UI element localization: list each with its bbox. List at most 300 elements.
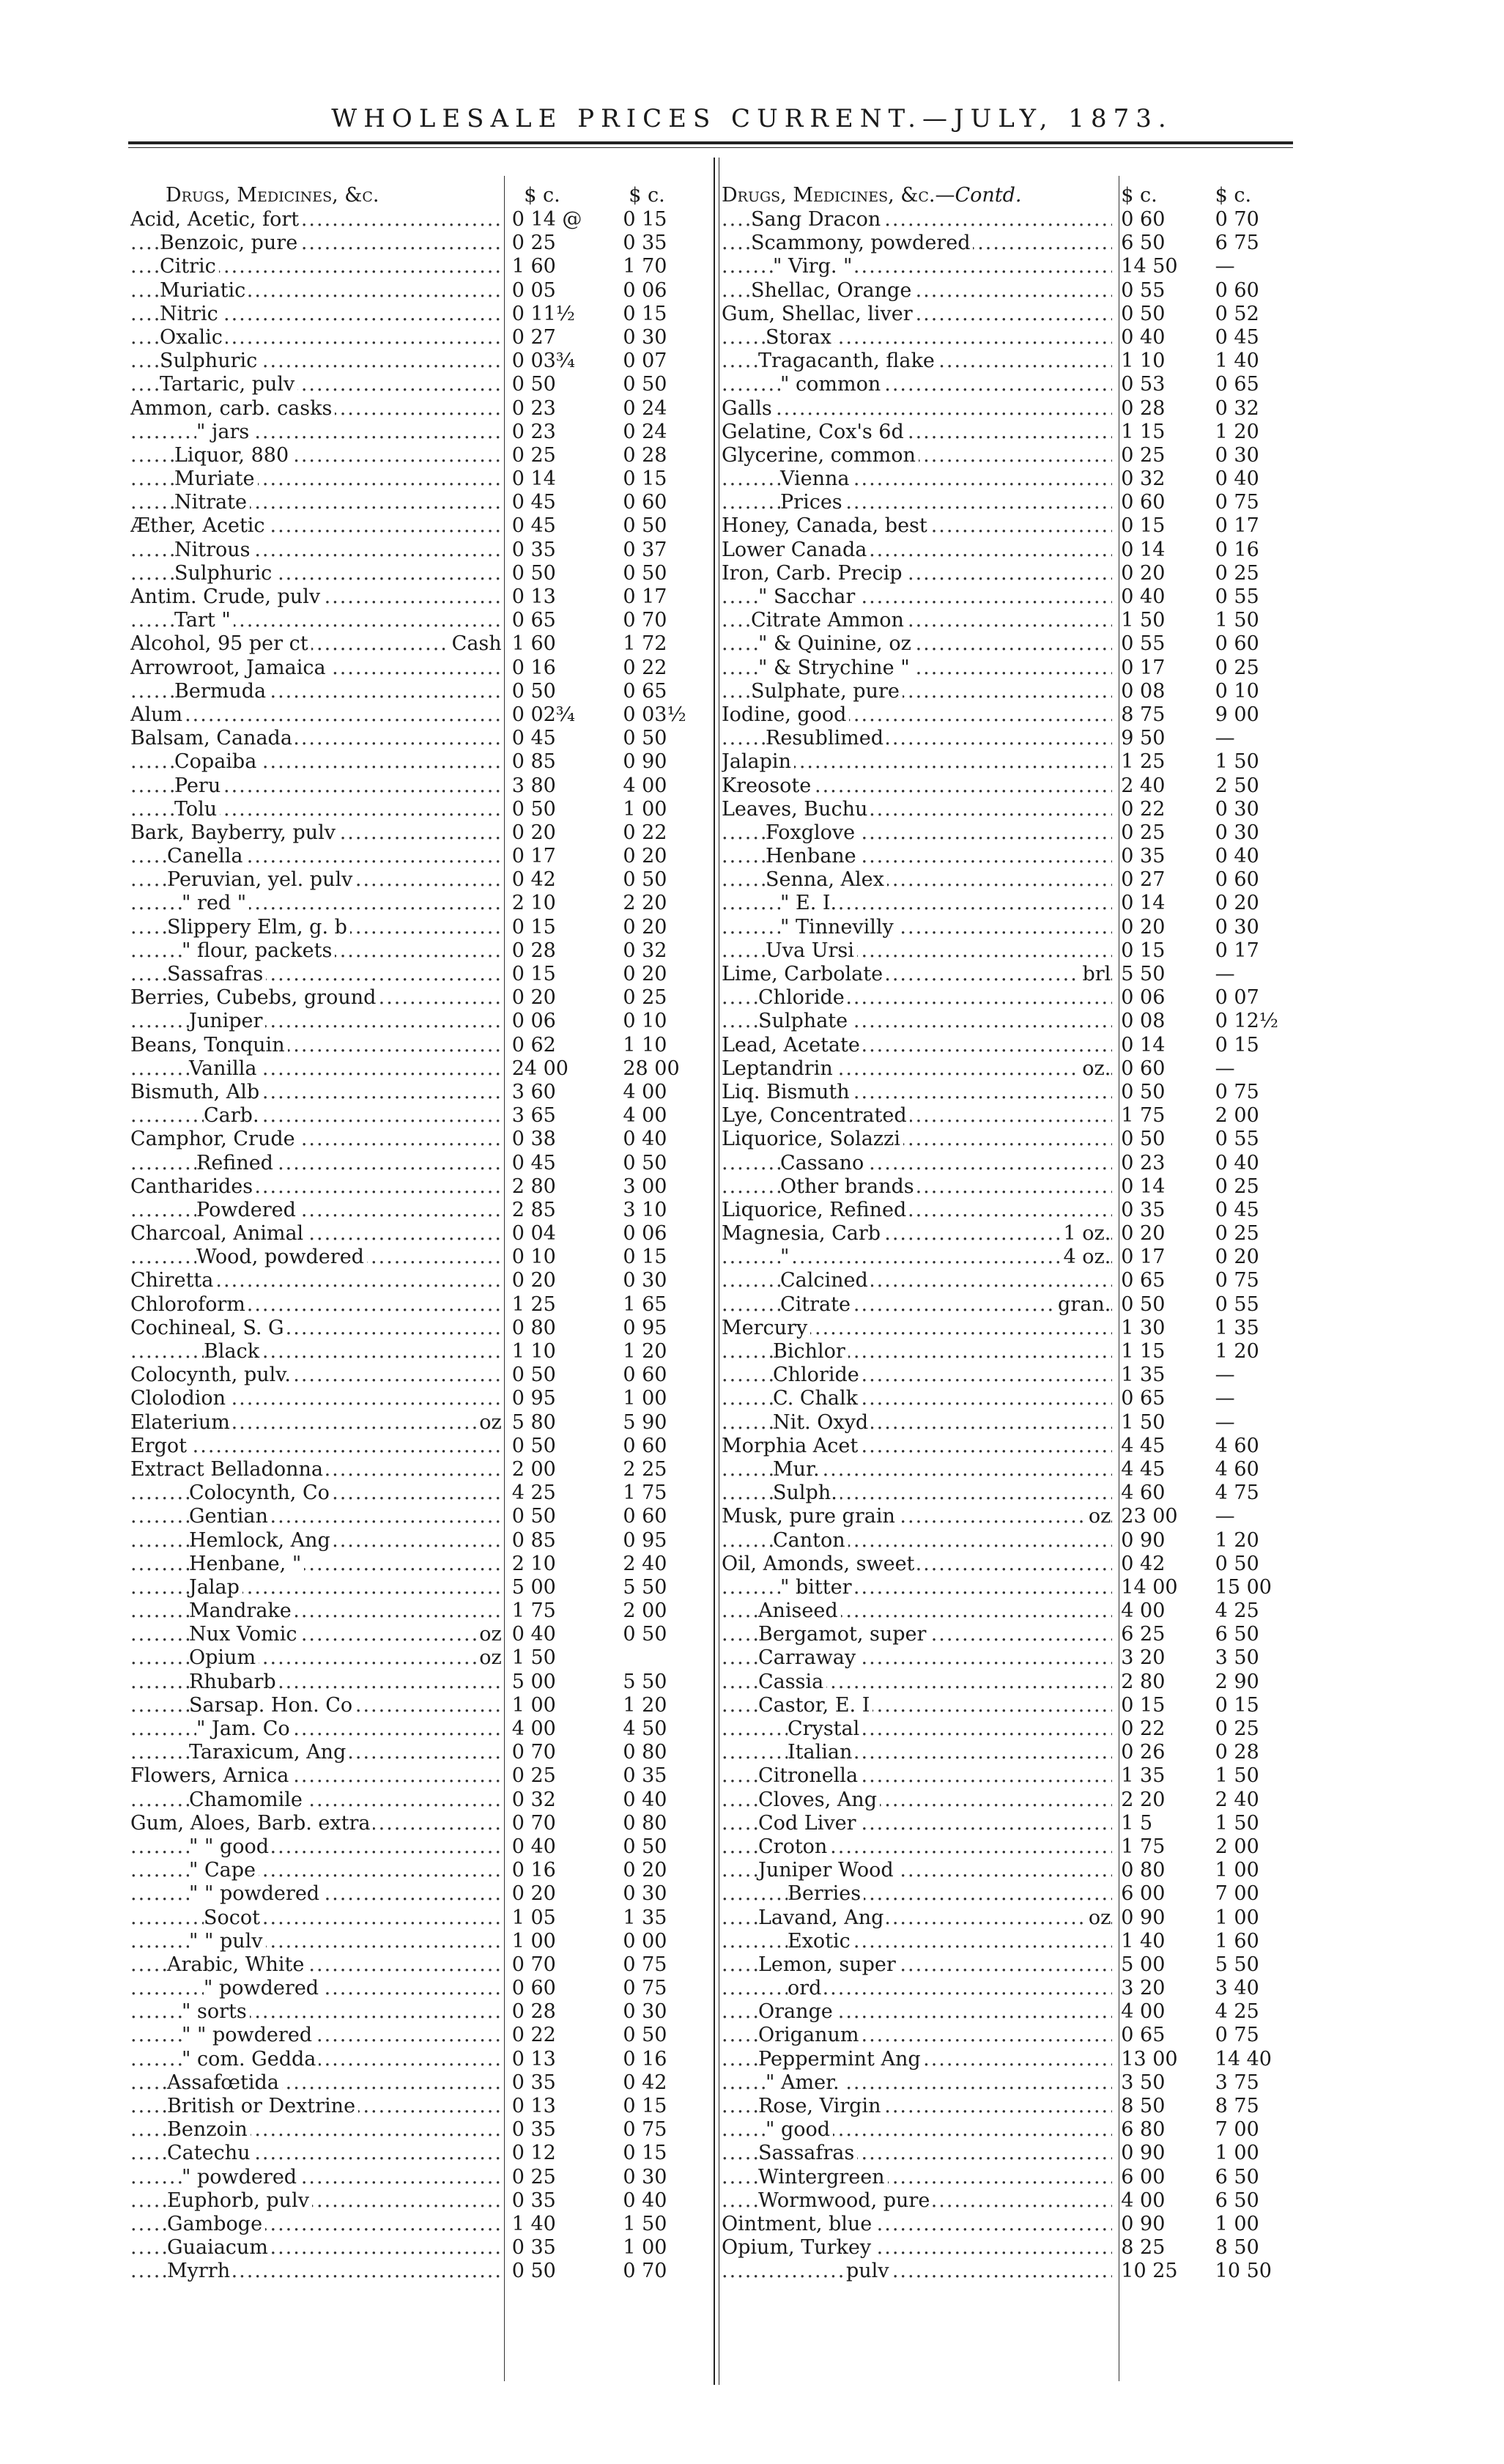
item-name-text: Cochineal, S. G — [130, 1317, 287, 1339]
price-high: 0 22 — [623, 821, 667, 844]
item-name-text: Colocynth, pulv. — [130, 1364, 294, 1386]
item-name-text: Juniper — [189, 1010, 265, 1032]
price-high: 0 65 — [623, 679, 667, 703]
price-high: 4 25 — [1215, 2000, 1259, 2024]
price-low: 1 40 — [1121, 1929, 1166, 1953]
price-row — [722, 585, 1300, 609]
item-name — [722, 868, 1112, 892]
item-name-text: Gum, Shellac, liver — [722, 303, 916, 325]
item-name-text: Chloride — [773, 1364, 862, 1386]
price-row — [722, 2236, 1300, 2260]
price-row — [722, 232, 1300, 255]
item-name-text: " red " — [182, 892, 249, 914]
price-high: 0 20 — [623, 1859, 667, 1882]
price-row — [130, 868, 716, 892]
price-row — [130, 1576, 716, 1599]
item-name — [130, 1717, 503, 1741]
price-high: — — [1215, 255, 1235, 278]
price-high: 0 32 — [623, 939, 667, 962]
item-name-text: Glycerine, common — [722, 444, 919, 467]
price-high: 0 75 — [623, 1977, 667, 2000]
price-row — [130, 2236, 716, 2260]
price-row — [130, 1104, 716, 1128]
price-low: 0 50 — [1121, 1080, 1166, 1103]
item-name — [722, 349, 1112, 373]
item-name — [722, 1317, 1112, 1340]
item-name — [130, 2000, 503, 2024]
price-row — [722, 1222, 1300, 1246]
item-name — [722, 255, 1112, 278]
item-name — [722, 208, 1112, 232]
price-low: 0 80 — [1121, 1859, 1166, 1882]
price-low: 4 00 — [511, 1717, 556, 1740]
item-name-text: British or Dextrine — [167, 2095, 358, 2117]
item-name — [722, 326, 1112, 349]
price-row — [722, 939, 1300, 963]
price-row — [722, 1152, 1300, 1175]
price-low: 0 15 — [1121, 514, 1166, 538]
price-low: 0 27 — [1121, 868, 1166, 892]
price-high: 1 10 — [623, 1033, 667, 1057]
price-row — [722, 703, 1300, 727]
price-row — [722, 2189, 1300, 2213]
right-column-header — [722, 183, 1300, 208]
item-name — [722, 1269, 1112, 1292]
item-name-text: Nit. Oxyd — [773, 1411, 871, 1434]
price-low: 0 14 — [1121, 1033, 1166, 1057]
price-row — [722, 1081, 1300, 1104]
item-name-text: Carb. — [204, 1104, 262, 1127]
price-low: 2 80 — [1121, 1670, 1166, 1693]
price-row — [130, 774, 716, 798]
price-high: 0 60 — [623, 1434, 667, 1457]
item-name-text: " powdered — [182, 2166, 300, 2189]
item-name — [130, 1458, 503, 1481]
price-high: 2 00 — [1215, 1835, 1259, 1858]
price-high: 0 75 — [1215, 491, 1259, 514]
price-row — [130, 1717, 716, 1741]
price-low: 0 55 — [1121, 278, 1166, 302]
price-high: 0 30 — [1215, 797, 1259, 821]
price-high: 0 25 — [1215, 1174, 1259, 1198]
item-name-text: Gentian — [189, 1505, 271, 1528]
price-row — [130, 1906, 716, 1930]
right-price-list — [722, 208, 1300, 2284]
item-name — [130, 1081, 503, 1104]
price-header-high: $ c. — [1215, 184, 1252, 207]
item-name-text: Croton — [758, 1835, 830, 1858]
price-low: 3 50 — [1121, 2071, 1166, 2094]
price-row — [722, 609, 1300, 632]
price-low: 0 17 — [1121, 656, 1166, 679]
left-column-header — [130, 183, 716, 208]
price-low: 0 80 — [511, 1316, 556, 1339]
item-name — [722, 1717, 1112, 1741]
price-low: 0 12 — [511, 2142, 556, 2165]
item-name-text: Myrrh — [167, 2260, 233, 2282]
item-name-text: Uva Ursi — [766, 939, 857, 962]
price-row — [722, 727, 1300, 750]
item-name — [130, 444, 503, 467]
price-low: 1 35 — [1121, 1764, 1166, 1788]
price-row — [722, 845, 1300, 868]
price-low: 10 25 — [1121, 2260, 1178, 2283]
item-name — [130, 963, 503, 986]
price-low: 0 14 @ — [511, 208, 582, 231]
price-row — [130, 397, 716, 421]
price-row — [130, 1599, 716, 1623]
item-name-text: Ointment, blue — [722, 2213, 875, 2235]
price-high: 0 15 — [623, 302, 667, 325]
price-low: 0 35 — [511, 2236, 556, 2260]
item-name-text: Refined — [196, 1152, 276, 1174]
item-name-text: Hemlock, Ang — [189, 1529, 333, 1552]
item-name-text: Senna, Alex — [766, 868, 887, 891]
price-row — [722, 892, 1300, 915]
price-row — [130, 1057, 716, 1081]
item-name-text: Benzoic, pure — [160, 232, 300, 254]
price-row — [722, 1057, 1300, 1081]
price-low: 0 50 — [1121, 1128, 1166, 1151]
price-high: 0 40 — [1215, 845, 1259, 868]
price-low: 0 85 — [511, 750, 556, 774]
price-high: 0 28 — [623, 443, 667, 467]
item-name-text: Opium, Turkey — [722, 2236, 874, 2259]
item-name — [130, 2213, 503, 2236]
price-low: 0 50 — [1121, 302, 1166, 325]
price-low: 5 80 — [511, 1410, 556, 1434]
price-low: 0 20 — [1121, 915, 1166, 939]
item-name-text: " Jam. Co — [196, 1717, 293, 1740]
item-name — [722, 514, 1112, 538]
price-row — [722, 1199, 1300, 1222]
price-high: 15 00 — [1215, 1575, 1272, 1599]
price-low: 0 90 — [1121, 2212, 1166, 2235]
price-high: 0 32 — [1215, 396, 1259, 420]
price-row — [130, 2166, 716, 2189]
item-name-text: Alum — [130, 703, 185, 726]
item-name — [722, 2000, 1112, 2024]
price-low: 0 25 — [511, 1764, 556, 1788]
price-row — [130, 1199, 716, 1222]
price-low: 2 00 — [511, 1457, 556, 1481]
item-name-text: Lemon, super — [758, 1953, 899, 1976]
price-low: 0 04 — [511, 1222, 556, 1246]
price-low: 0 14 — [1121, 1174, 1166, 1198]
price-low: 4 25 — [511, 1481, 556, 1505]
item-name — [722, 2118, 1112, 2142]
price-high: 0 95 — [623, 1316, 667, 1339]
item-name-text: Rhubarb — [189, 1671, 279, 1693]
price-row — [130, 421, 716, 444]
item-name-text: Liquor, 880 — [174, 444, 292, 467]
item-name-text: Arabic, White — [167, 1953, 307, 1976]
item-name-text: Iodine, good — [722, 703, 849, 726]
item-name — [130, 1599, 503, 1623]
price-row — [130, 1481, 716, 1505]
price-high: 0 75 — [1215, 2024, 1259, 2047]
price-low: 0 16 — [511, 1859, 556, 1882]
item-name-text: Oxalic — [160, 326, 226, 349]
item-name-text: Bismuth, Alb — [130, 1081, 262, 1103]
price-low: 0 25 — [511, 443, 556, 467]
price-high: 10 50 — [1215, 2260, 1272, 2283]
item-name-text: " E. I. — [780, 892, 840, 914]
price-high — [614, 1646, 716, 1670]
price-high: 0 60 — [1215, 278, 1259, 302]
price-high: 0 25 — [1215, 656, 1259, 679]
price-low: 1 75 — [1121, 1104, 1166, 1128]
price-row — [722, 1835, 1300, 1859]
item-name — [722, 703, 1112, 727]
price-high: 1 75 — [623, 1481, 667, 1505]
item-name — [722, 750, 1112, 774]
price-high: 3 00 — [623, 1174, 667, 1198]
price-high: 1 00 — [1215, 2142, 1259, 2165]
price-low: 0 23 — [511, 420, 556, 443]
item-name-text: Nitrous — [174, 539, 253, 561]
price-low: 3 65 — [511, 1104, 556, 1128]
item-name — [722, 1435, 1112, 1458]
item-unit: gran. — [1056, 1293, 1111, 1317]
item-name — [722, 1953, 1112, 1977]
price-row — [722, 373, 1300, 396]
price-high: 1 60 — [1215, 1929, 1259, 1953]
item-name — [130, 1057, 503, 1081]
right-section-heading: Drugs, Medicines, &c.—Contd. — [722, 184, 1022, 207]
price-low: 0 15 — [1121, 1693, 1166, 1717]
item-name — [722, 562, 1112, 585]
price-row — [722, 491, 1300, 514]
item-name-text: Sarsap. Hon. Co — [189, 1694, 355, 1717]
price-low: 0 40 — [1121, 585, 1166, 608]
item-name — [722, 421, 1112, 444]
price-row — [722, 1788, 1300, 1812]
price-low: 0 17 — [1121, 1246, 1166, 1269]
price-row — [722, 1175, 1300, 1199]
item-name-text: Sulphate, pure — [751, 680, 903, 703]
item-name-text: Chamomile — [189, 1788, 305, 1811]
price-low: 0 22 — [511, 2024, 556, 2047]
item-name — [722, 2236, 1112, 2260]
price-row — [722, 1387, 1300, 1410]
item-name — [130, 1741, 503, 1764]
item-name-text: C. Chalk — [773, 1387, 861, 1410]
price-row — [130, 1646, 716, 1670]
item-unit: oz — [1086, 1505, 1111, 1528]
price-low: 24 00 — [511, 1057, 568, 1080]
price-high: 0 30 — [623, 1882, 667, 1906]
item-name-text: " " powdered — [182, 2024, 315, 2046]
item-name-text: Balsam, Canada — [130, 727, 295, 750]
item-name-text: Æther, Acetic — [130, 514, 268, 537]
price-row — [130, 1152, 716, 1175]
item-name — [130, 421, 503, 444]
price-low: 1 75 — [1121, 1835, 1166, 1858]
item-name-text: " Virg. " — [773, 255, 855, 278]
item-name-text: " good — [766, 2118, 833, 2141]
price-low: 0 62 — [511, 1033, 556, 1057]
price-low: 0 50 — [511, 797, 556, 821]
item-name-text: Antim. Crude, pulv — [130, 585, 323, 608]
price-low: 2 40 — [1121, 774, 1166, 797]
price-low: 0 50 — [511, 679, 556, 703]
item-name — [722, 1364, 1112, 1387]
price-low: 0 14 — [1121, 892, 1166, 915]
price-row — [130, 255, 716, 278]
price-row — [722, 656, 1300, 680]
item-name-text: " Amer. — [766, 2071, 842, 2094]
price-high: 1 35 — [1215, 1316, 1259, 1339]
price-row — [130, 703, 716, 727]
item-name — [130, 467, 503, 491]
price-low: 0 42 — [511, 868, 556, 892]
price-row — [722, 1812, 1300, 1835]
price-row — [130, 208, 716, 232]
price-low: 0 23 — [1121, 1151, 1166, 1174]
item-name — [722, 1646, 1112, 1670]
price-high: 28 00 — [623, 1057, 680, 1080]
item-name-text: Orange — [758, 2000, 836, 2023]
item-name — [130, 2189, 503, 2213]
item-name — [130, 2048, 503, 2071]
price-high: 0 75 — [1215, 1269, 1259, 1292]
price-low: 0 08 — [1121, 679, 1166, 703]
price-low: 0 17 — [511, 845, 556, 868]
price-low: 1 50 — [1121, 609, 1166, 632]
item-name-text: Canella — [167, 845, 246, 867]
price-low: 2 80 — [511, 1174, 556, 1198]
price-high: 0 52 — [1215, 302, 1259, 325]
price-high: 0 10 — [623, 1010, 667, 1033]
item-name-text: " jars — [196, 421, 252, 443]
item-name-text: Berries — [788, 1882, 864, 1905]
price-row — [130, 892, 716, 915]
item-name — [722, 2024, 1112, 2047]
item-name-text: " powdered — [204, 1977, 322, 1999]
price-low: 1 25 — [511, 1292, 556, 1316]
item-name — [130, 2095, 503, 2118]
price-row — [722, 1529, 1300, 1553]
item-name — [722, 1764, 1112, 1788]
price-high: 0 50 — [623, 868, 667, 892]
price-low: 6 00 — [1121, 2165, 1166, 2189]
price-low: 1 05 — [511, 1906, 556, 1929]
price-high: 0 25 — [623, 986, 667, 1010]
item-name-text: Henbane, " — [189, 1553, 304, 1575]
item-name-text: Sassafras — [758, 2142, 857, 2164]
price-high: 5 90 — [623, 1410, 667, 1434]
item-name — [130, 1269, 503, 1292]
price-row — [722, 963, 1300, 986]
item-name-text: Peppermint Ang — [758, 2048, 924, 2071]
item-name — [722, 1152, 1112, 1175]
item-name-text: Italian — [788, 1741, 855, 1764]
price-high: 4 75 — [1215, 1481, 1259, 1505]
item-name — [722, 798, 1112, 821]
item-name — [722, 303, 1112, 326]
price-high: 0 15 — [1215, 1033, 1259, 1057]
price-low: 0 45 — [511, 1151, 556, 1174]
price-row — [722, 1882, 1300, 1906]
price-row — [722, 1435, 1300, 1458]
item-name-text: Wood, powdered — [196, 1246, 367, 1268]
item-name — [130, 1646, 503, 1670]
price-row — [130, 1317, 716, 1340]
price-row — [722, 2095, 1300, 2118]
price-high: 0 50 — [623, 561, 667, 585]
item-name-text: Exotic — [788, 1930, 853, 1953]
price-low: 0 13 — [511, 2047, 556, 2071]
price-low: 0 06 — [1121, 986, 1166, 1010]
price-high: 2 40 — [623, 1552, 667, 1575]
item-name — [722, 467, 1112, 491]
price-high: 1 20 — [623, 1693, 667, 1717]
price-low: 13 00 — [1121, 2047, 1178, 2071]
item-name-text: " — [780, 1246, 792, 1268]
price-low: 0 20 — [511, 1882, 556, 1906]
price-row — [722, 2000, 1300, 2024]
price-low: 1 60 — [511, 632, 556, 656]
price-high: 1 00 — [623, 797, 667, 821]
item-name-text: " sorts — [182, 2000, 250, 2023]
price-low: 0 15 — [511, 963, 556, 985]
item-name-text: " & Strychine " — [758, 656, 913, 679]
price-high: 0 25 — [1215, 561, 1259, 585]
price-low: 8 50 — [1121, 2095, 1166, 2117]
item-name — [130, 632, 503, 656]
item-name — [722, 444, 1112, 467]
price-low: 0 02¾ — [511, 703, 575, 726]
price-high: 0 50 — [623, 1623, 667, 1646]
price-low: 0 90 — [1121, 2142, 1166, 2165]
item-name — [722, 373, 1112, 396]
price-high: 0 30 — [1215, 821, 1259, 844]
price-high: 0 45 — [1215, 325, 1259, 349]
price-row — [130, 1222, 716, 1246]
price-high: — — [1215, 1410, 1235, 1434]
price-low: 2 85 — [511, 1198, 556, 1221]
price-low: 0 32 — [1121, 467, 1166, 491]
price-row — [722, 2142, 1300, 2165]
item-name-text: Clolodion — [130, 1387, 229, 1410]
price-low: 0 90 — [1121, 1906, 1166, 1929]
price-low: 0 35 — [511, 2189, 556, 2212]
price-high: 1 20 — [1215, 1528, 1259, 1552]
price-high: 0 80 — [623, 1811, 667, 1835]
item-name-text: Lye, Concentrated — [722, 1104, 910, 1127]
price-high: 1 00 — [623, 1387, 667, 1410]
price-high: 1 00 — [1215, 2212, 1259, 2235]
item-name-text: Henbane — [766, 845, 859, 867]
price-row — [722, 2118, 1300, 2142]
price-high: 0 20 — [1215, 1246, 1259, 1269]
price-row — [130, 1175, 716, 1199]
price-row — [722, 1293, 1300, 1317]
item-name — [722, 727, 1112, 750]
price-high: 4 50 — [623, 1717, 667, 1740]
price-high: 8 75 — [1215, 2095, 1259, 2117]
item-name — [722, 1906, 1112, 1930]
price-high: 0 70 — [1215, 208, 1259, 231]
price-row — [130, 2142, 716, 2165]
price-high: 2 00 — [1215, 1104, 1259, 1128]
price-low: 2 10 — [511, 892, 556, 915]
item-name-text: Chloride — [758, 986, 848, 1009]
price-low: 8 75 — [1121, 703, 1166, 726]
item-name — [130, 1859, 503, 1882]
price-row — [130, 1764, 716, 1788]
